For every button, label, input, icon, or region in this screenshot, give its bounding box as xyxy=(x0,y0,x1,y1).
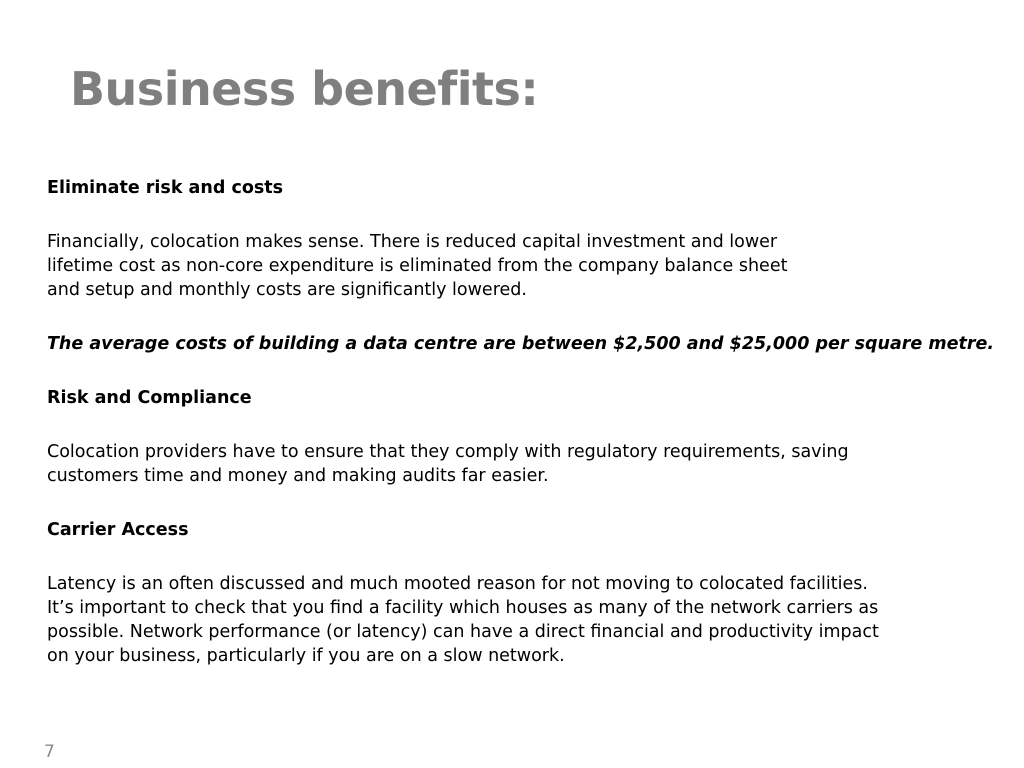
paragraph-line: on your business, particularly if you are on a slow network. xyxy=(47,646,565,666)
paragraph-line: lifetime cost as non-core expenditure is eliminated from the company balance sheet xyxy=(47,256,788,276)
paragraph-line: Financially, colocation makes sense. There is reduced capital investment and lower xyxy=(47,232,778,252)
paragraph-line: possible. Network performance (or latency) can have a direct financial and productivity impact xyxy=(47,622,879,642)
cost-highlight-statement: The average costs of building a data centre are between $2,500 and $25,000 per square metre. xyxy=(47,334,994,354)
slide-content xyxy=(47,176,994,668)
paragraph-carrier-access xyxy=(47,572,947,668)
paragraph-line: and setup and monthly costs are significantly lowered. xyxy=(47,280,527,300)
slide-title: Business benefits: xyxy=(70,62,539,116)
section-heading-eliminate-risk: Eliminate risk and costs xyxy=(47,178,284,198)
page-number: 7 xyxy=(44,742,55,762)
paragraph-line: It’s important to check that you find a facility which houses as many of the network carriers as xyxy=(47,598,879,618)
paragraph-line: Colocation providers have to ensure that they comply with regulatory requirements, saving xyxy=(47,442,849,462)
paragraph-risk-compliance xyxy=(47,440,947,488)
paragraph-eliminate-risk xyxy=(47,230,947,302)
section-heading-carrier-access: Carrier Access xyxy=(47,520,189,540)
paragraph-line: Latency is an often discussed and much mooted reason for not moving to colocated facilities. xyxy=(47,574,868,594)
section-heading-risk-compliance: Risk and Compliance xyxy=(47,388,252,408)
paragraph-line: customers time and money and making audits far easier. xyxy=(47,466,549,486)
